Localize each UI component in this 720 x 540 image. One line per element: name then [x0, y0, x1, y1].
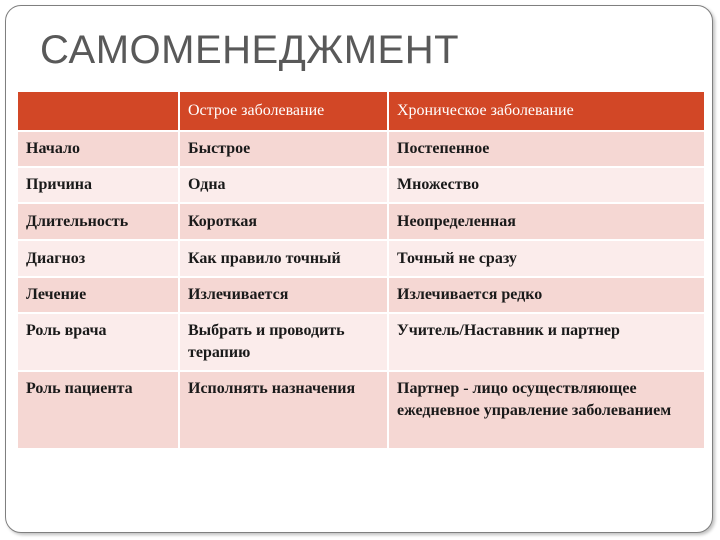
row-label: Роль пациента: [17, 371, 179, 449]
row-label: Роль врача: [17, 313, 179, 371]
chronic-cell: Излечивается редко: [388, 277, 705, 313]
header-cell-chronic: Хроническое заболевание: [388, 91, 705, 131]
chronic-cell: Точный не сразу: [388, 240, 705, 277]
table-row: [17, 240, 705, 277]
table-row: [17, 203, 705, 240]
acute-cell: Излечивается: [179, 277, 388, 313]
chronic-cell: Неопределенная: [388, 203, 705, 240]
acute-cell: Одна: [179, 167, 388, 203]
table-row: [17, 277, 705, 313]
acute-cell: Выбрать и проводить терапию: [179, 313, 388, 371]
acute-cell: Как правило точный: [179, 240, 388, 277]
table-row: [17, 371, 705, 449]
chronic-cell: Постепенное: [388, 131, 705, 167]
table-row: [17, 167, 705, 203]
row-label: Начало: [17, 131, 179, 167]
chronic-cell: Партнер - лицо осуществляющее ежедневное управление заболеванием: [388, 371, 705, 449]
row-label: Лечение: [17, 277, 179, 313]
chronic-cell: Учитель/Наставник и партнер: [388, 313, 705, 371]
row-label: Длительность: [17, 203, 179, 240]
chronic-cell: Множество: [388, 167, 705, 203]
header-cell-acute: Острое заболевание: [179, 91, 388, 131]
header-cell-empty: [17, 91, 179, 131]
table-header-row: [17, 91, 705, 131]
comparison-table: [16, 90, 706, 450]
acute-cell: Быстрое: [179, 131, 388, 167]
acute-cell: Короткая: [179, 203, 388, 240]
row-label: Причина: [17, 167, 179, 203]
acute-cell: Исполнять назначения: [179, 371, 388, 449]
table-row: [17, 131, 705, 167]
slide-title: САМОМЕНЕДЖМЕНТ: [40, 28, 460, 72]
table-row: [17, 313, 705, 371]
row-label: Диагноз: [17, 240, 179, 277]
